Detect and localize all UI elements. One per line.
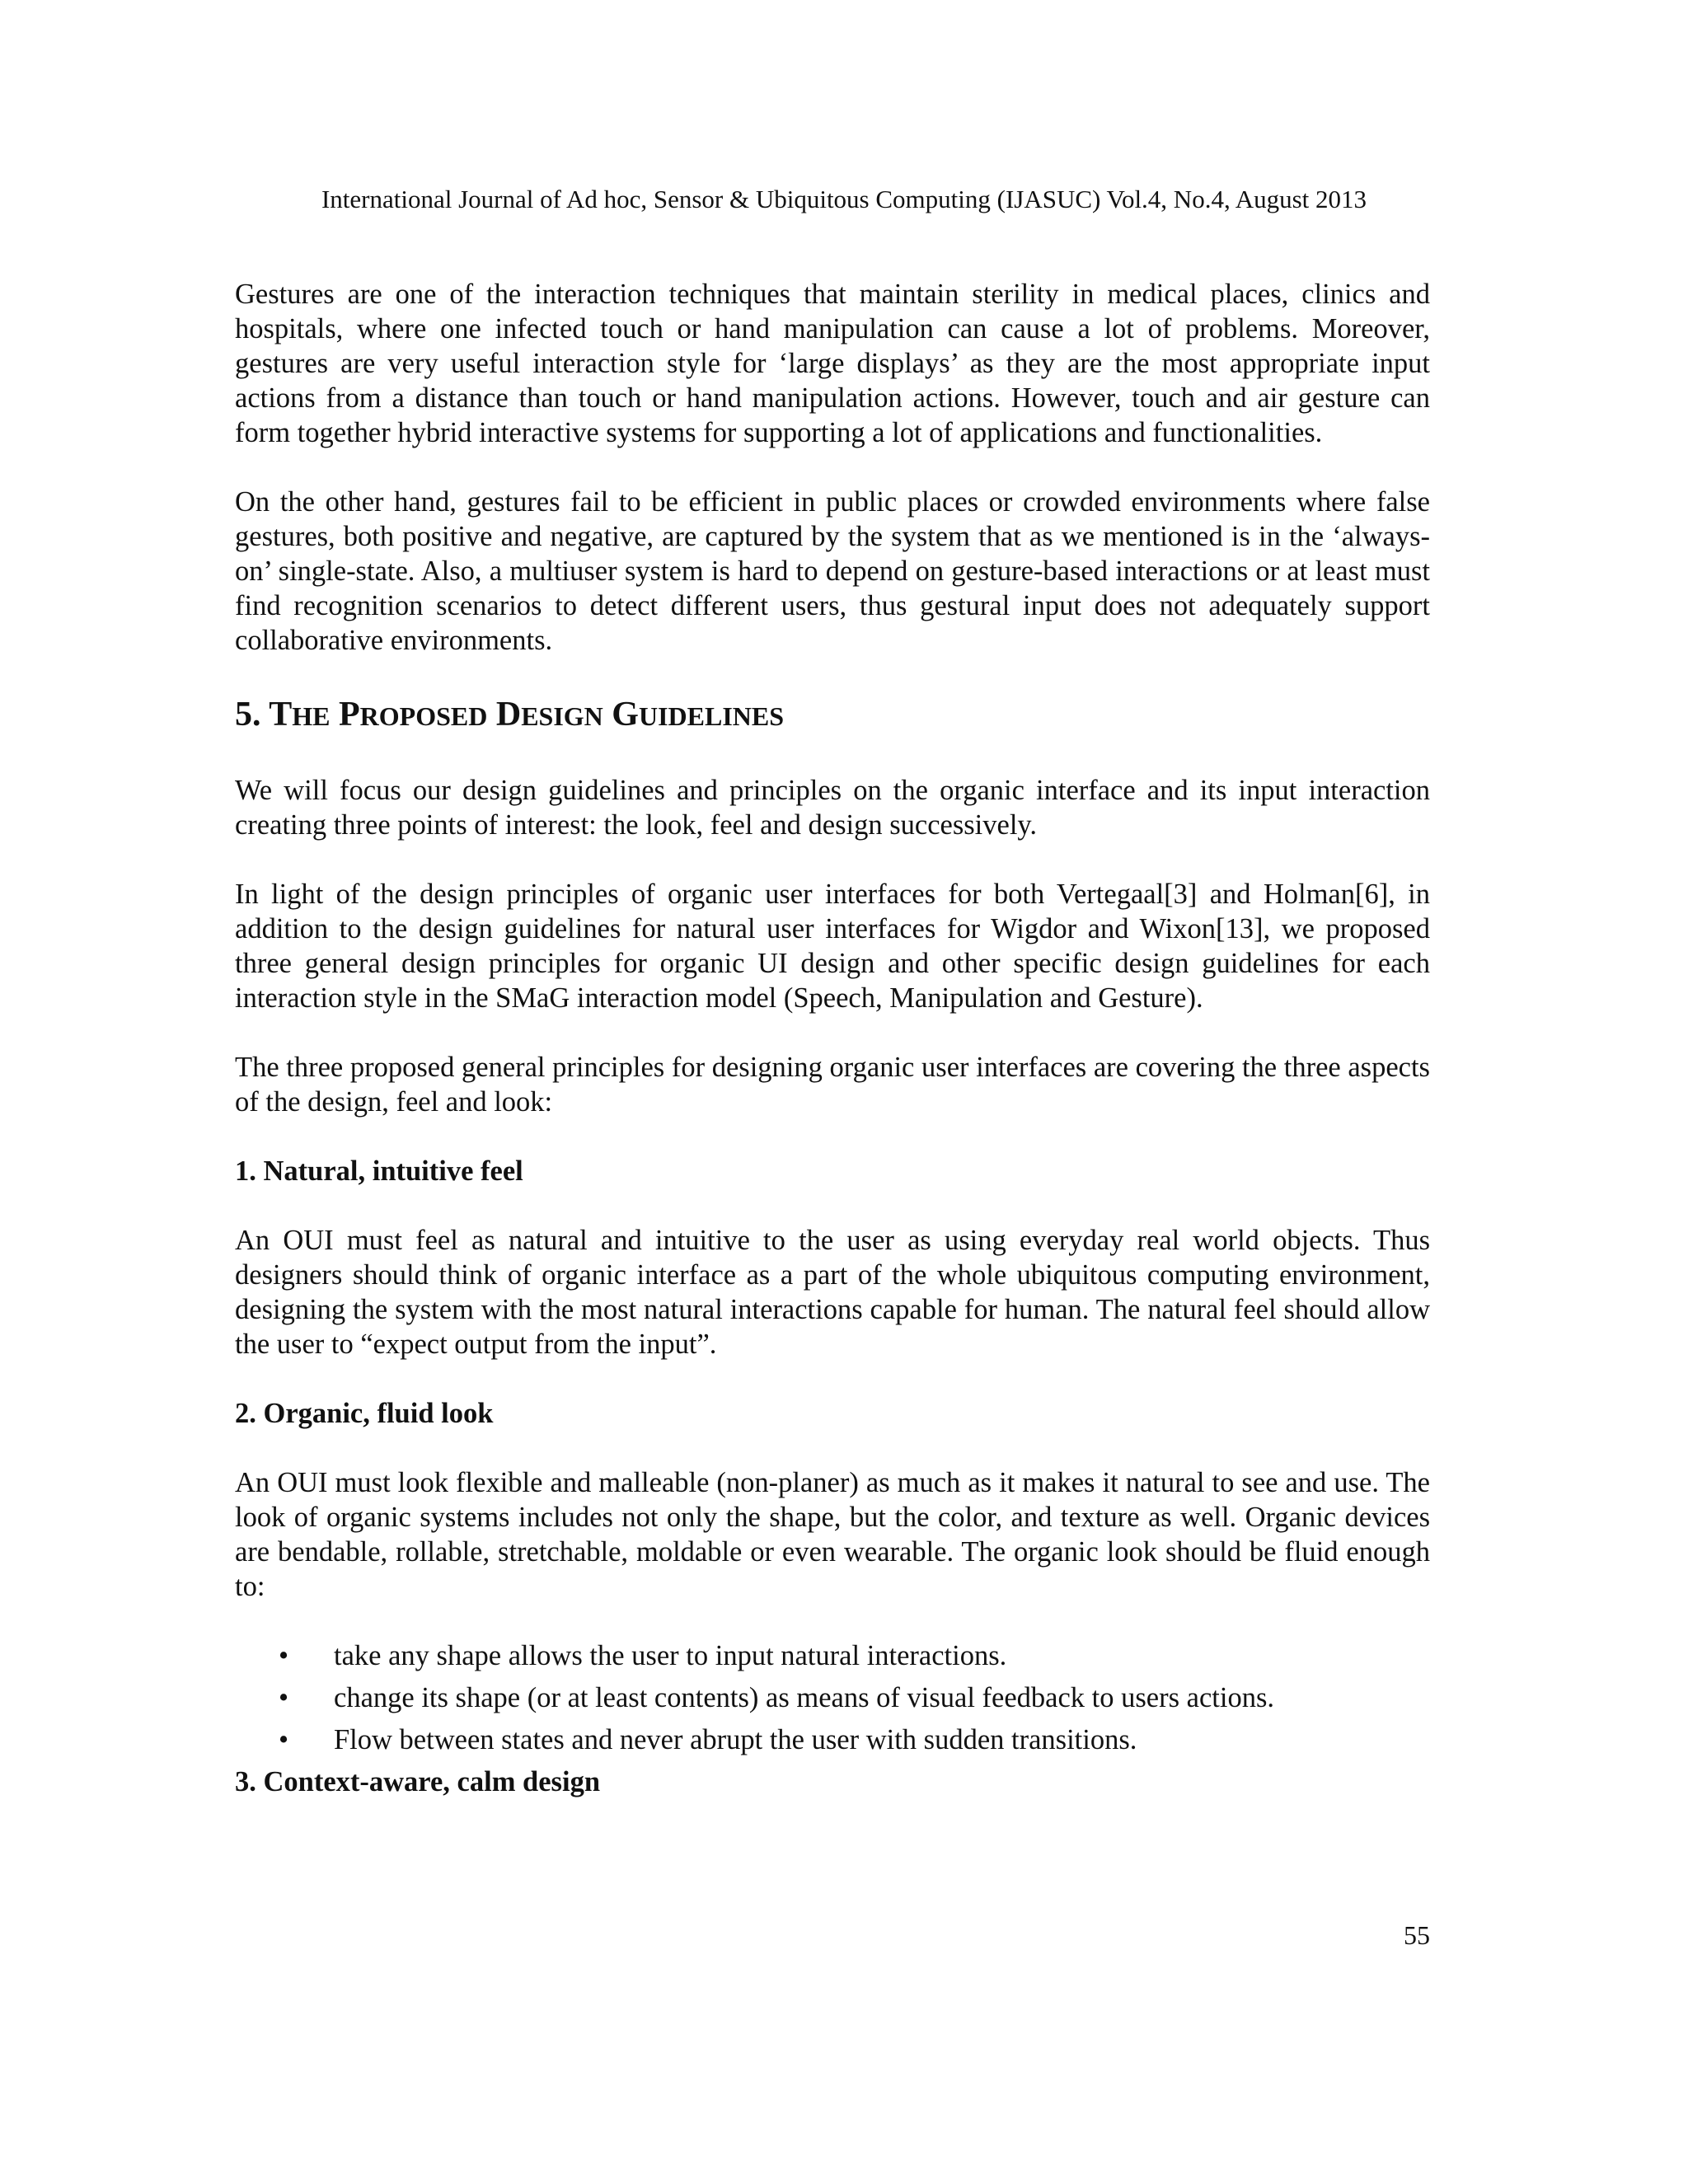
list-item-text: Flow between states and never abrupt the user with sudden transitions. xyxy=(334,1724,1137,1755)
paragraph-three-principles: The three proposed general principles for designing organic user interfaces are covering the three aspects of the design, feel and look: xyxy=(235,1052,1430,1118)
paragraph-design-principles: In light of the design principles of organic user interfaces for both Vertegaal[3] and Holman[6], in addition to the design guidelines for natural user interfaces for Wigdor and Wixon[13], we proposed three general design principles for organic UI design and other specific design guidelines for each interaction style in the SMaG interaction model (Speech, Manipulation and Gesture). xyxy=(235,879,1430,1014)
bullet-icon: • xyxy=(279,1640,289,1671)
list-item-text: take any shape allows the user to input natural interactions. xyxy=(334,1640,1007,1671)
list-item xyxy=(235,1638,1430,1673)
paragraph-natural-feel: An OUI must feel as natural and intuitive to the user as using everyday real world objects. Thus designers should think of organic interface as a part of the whole ubiquitous computing environment, designing the system with the most natural interactions capable for human. The natural feel should allow the user to “expect output from the input”. xyxy=(235,1225,1430,1360)
bullet-icon: • xyxy=(279,1724,289,1755)
heading-word-proposed: PROPOSED xyxy=(339,696,488,733)
paragraph-gestures-public-places: On the other hand, gestures fail to be efficient in public places or crowded environments where false gestures, both positive and negative, are captured by the system that as we mentioned is in the ‘always-on’ single-state. Also, a multiuser system is hard to depend on gesture-based interactions or at least must find recognition scenarios to detect different users, thus gestural input does not adequately support collaborative environments. xyxy=(235,486,1430,656)
heading-word-design: DESIGN xyxy=(495,696,603,733)
running-header: International Journal of Ad hoc, Sensor & Ubiquitous Computing (IJASUC) Vol.4, No.4, August 2013 xyxy=(321,185,1367,213)
list-item xyxy=(235,1680,1430,1715)
section-heading xyxy=(235,692,1430,738)
paragraph-gestures-sterility: Gestures are one of the interaction techniques that maintain sterility in medical places, clinics and hospitals, where one infected touch or hand manipulation can cause a lot of problems. Moreover, gestures are very useful interaction style for ‘large displays’ as they are the most appropriate input actions from a distance than touch or hand manipulation actions. However, touch and air gesture can form together hybrid interactive systems for supporting a lot of applications and functionalities. xyxy=(235,279,1430,448)
bullet-list xyxy=(235,1638,1430,1757)
paragraph-focus-guidelines: We will focus our design guidelines and principles on the organic interface and its input interaction creating three points of interest: the look, feel and design successively. xyxy=(235,775,1430,841)
heading-word-guidelines: GUIDELINES xyxy=(612,696,785,733)
subheading-organic-look: 2. Organic, fluid look xyxy=(235,1398,494,1429)
paragraph-organic-look: An OUI must look flexible and malleable (non-planer) as much as it makes it natural to see and use. The look of organic systems includes not only the shape, but the color, and texture as well. Organic devices are bendable, rollable, stretchable, moldable or even wearable. The organic look should be fluid enough to: xyxy=(235,1467,1430,1602)
subheading-context-aware: 3. Context-aware, calm design xyxy=(235,1766,601,1797)
page-content xyxy=(235,277,1430,1834)
bullet-icon: • xyxy=(279,1682,289,1713)
list-item xyxy=(235,1722,1430,1757)
heading-word-the: THE xyxy=(269,696,331,733)
section-number: 5. xyxy=(235,696,261,733)
page-number: 55 xyxy=(1404,1920,1430,1950)
list-item-text: change its shape (or at least contents) as means of visual feedback to users actions. xyxy=(334,1682,1274,1713)
subheading-natural-feel: 1. Natural, intuitive feel xyxy=(235,1155,523,1187)
